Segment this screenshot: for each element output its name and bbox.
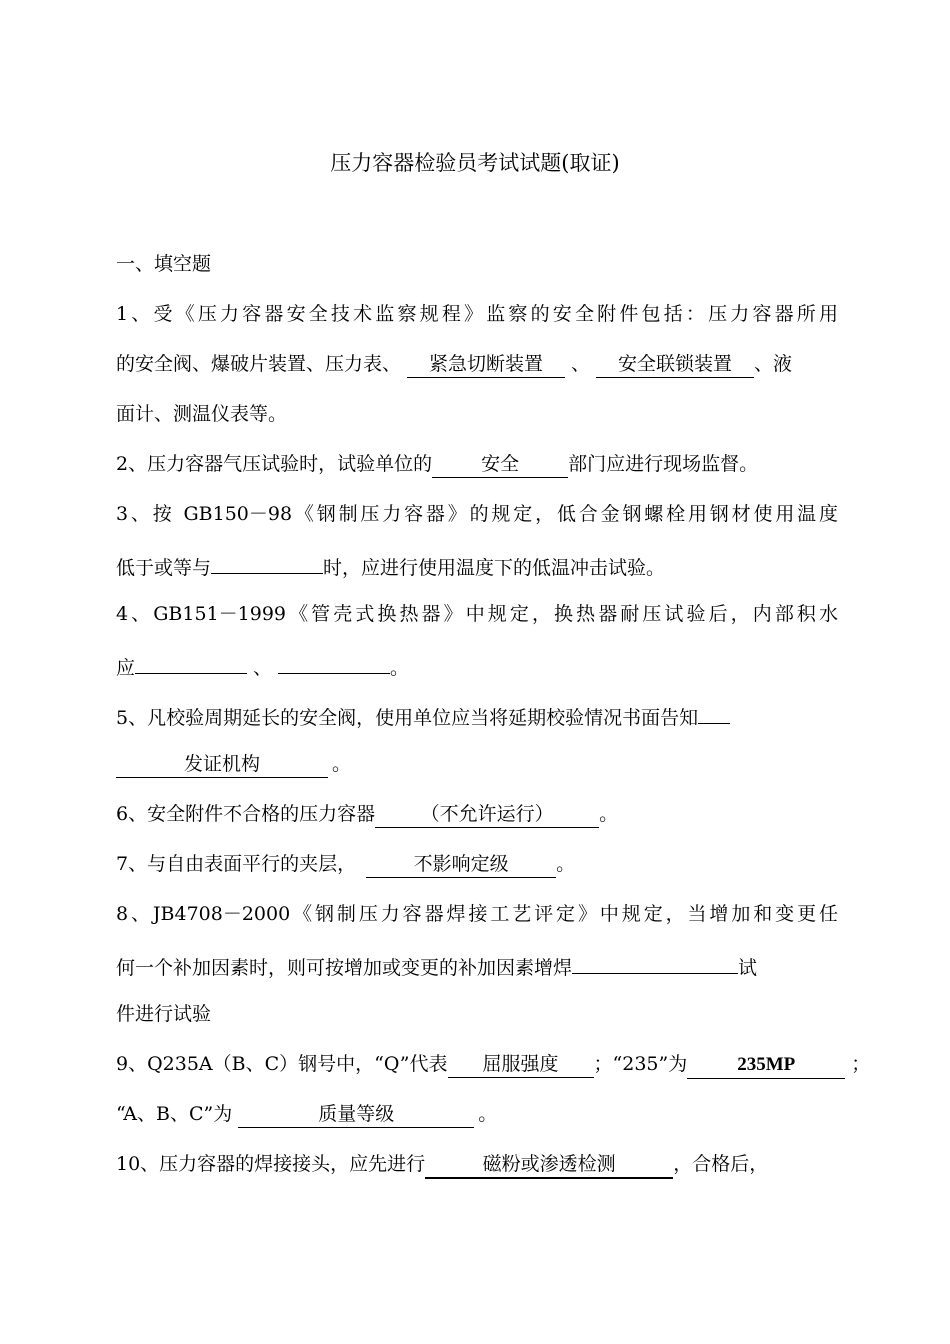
question-3-text: 低于或等与	[116, 557, 212, 579]
question-3-line-1: 3、按 GB150－98《钢制压力容器》的规定，低合金钢螺栓用钢材使用温度	[116, 503, 838, 525]
question-9-text-2: “A、B、C”为	[116, 1103, 233, 1125]
question-4-blank-2[interactable]	[278, 647, 390, 674]
question-8-text: 何一个补加因素时，则可按增加或变更的补加因素增焊	[116, 957, 573, 979]
question-4-line-2	[116, 647, 838, 685]
question-10	[116, 1147, 838, 1181]
question-10-text: 10、压力容器的焊接接头，应先进行	[116, 1153, 426, 1175]
question-9-answer-1: 屈服强度	[448, 1051, 594, 1078]
question-4-end: 。	[390, 657, 410, 679]
page-title: 压力容器检验员考试试题(取证)	[330, 151, 620, 175]
question-5-line-1	[116, 697, 838, 735]
question-6-answer: （不允许运行）	[375, 801, 599, 828]
question-1-text-end: 、液	[754, 353, 793, 375]
question-1-answer-1: 紧急切断装置	[407, 351, 565, 378]
question-7	[116, 847, 838, 881]
question-5-line-2	[116, 747, 838, 781]
section-heading: 一、填空题	[116, 253, 212, 275]
question-9-text: 9、Q235A（B、C）钢号中，“Q”代表	[116, 1053, 448, 1075]
question-1-line-1: 1、受《压力容器安全技术监察规程》监察的安全附件包括：压力容器所用	[116, 303, 838, 325]
question-1-line-2	[116, 347, 838, 381]
question-2-answer: 安全	[432, 451, 568, 478]
question-1-text: 的安全阀、爆破片装置、压力表、	[116, 353, 402, 375]
question-9-end: 。	[478, 1103, 498, 1125]
question-8-text-end: 试	[738, 957, 758, 979]
question-3-line-2	[116, 547, 838, 585]
question-6-end: 。	[599, 803, 619, 825]
question-10-text-end: ，合格后，	[673, 1153, 769, 1175]
question-2-text: 2、压力容器气压试验时，试验单位的	[116, 453, 433, 475]
question-4-line-1: 4、GB151－1999《管壳式换热器》中规定，换热器耐压试验后，内部积水	[116, 603, 838, 625]
question-4-separator: 、	[253, 657, 273, 679]
question-1-separator: 、	[571, 353, 591, 375]
question-1-line-3: 面计、测温仪表等。	[116, 403, 288, 425]
question-8-line-1: 8、JB4708－2000《钢制压力容器焊接工艺评定》中规定，当增加和变更任	[116, 903, 838, 925]
question-5-answer: 发证机构	[116, 751, 328, 778]
question-5-end: 。	[332, 753, 352, 775]
question-9-line-2	[116, 1097, 838, 1131]
question-8-blank[interactable]	[572, 947, 738, 974]
question-5-blank-start	[698, 697, 730, 724]
question-4-blank-1[interactable]	[135, 647, 247, 674]
question-9-line-1	[116, 1047, 871, 1081]
question-9-text-mid: ；“235”为	[593, 1053, 688, 1075]
question-4-text: 应	[116, 657, 136, 679]
question-7-answer: 不影响定级	[366, 851, 556, 878]
question-1-answer-2: 安全联锁装置	[596, 351, 754, 378]
question-5-text: 5、凡校验周期延长的安全阀，使用单位应当将延期校验情况书面告知	[116, 707, 699, 729]
question-3-blank[interactable]	[211, 547, 323, 574]
question-2-text-end: 部门应进行现场监督。	[568, 453, 759, 475]
question-8-line-3: 件进行试验	[116, 1003, 212, 1025]
question-6	[116, 797, 838, 831]
question-7-end: 。	[556, 853, 576, 875]
question-3-text-end: 时，应进行使用温度下的低温冲击试验。	[323, 557, 666, 579]
question-8-line-2	[116, 947, 838, 985]
question-7-text: 7、与自由表面平行的夹层，	[116, 853, 357, 875]
question-6-text: 6、安全附件不合格的压力容器	[116, 803, 376, 825]
question-10-answer: 磁粉或渗透检测	[425, 1151, 673, 1179]
question-9-text-end: ；	[851, 1053, 871, 1075]
question-9-answer-3: 质量等级	[238, 1101, 474, 1128]
question-2	[116, 447, 838, 481]
question-9-answer-2: 235MP	[687, 1052, 845, 1079]
